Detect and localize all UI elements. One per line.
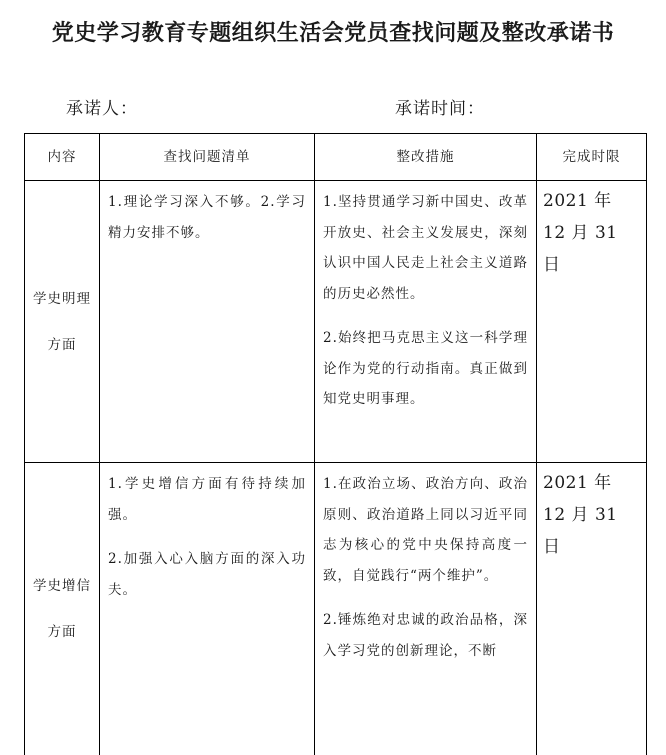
- issue-item: 1.学史增信方面有待持续加强。: [108, 476, 306, 523]
- header-deadline: 完成时限: [562, 148, 621, 165]
- deadline-cell: 2021 年 12 月 31 日: [543, 473, 618, 557]
- issues-cell: [100, 463, 314, 755]
- header-issues: 查找问题清单: [163, 148, 251, 165]
- measure-item: 2.锤炼绝对忠诚的政治品格，深入学习党的创新理论，不断: [323, 612, 528, 659]
- commitment-table: [24, 133, 647, 755]
- header-content: 内容: [47, 148, 77, 165]
- document-title: 党史学习教育专题组织生活会党员查找问题及整改承诺书: [51, 21, 615, 46]
- table-row-aspect: [25, 181, 99, 462]
- deadline-cell: 2021 年 12 月 31 日: [543, 191, 618, 275]
- table-border-right: [646, 133, 647, 755]
- header-measures: 整改措施: [396, 148, 455, 165]
- measures-cell: [315, 181, 536, 462]
- measure-item: 2.始终把马克思主义这一科学理论作为党的行动指南。真正做到知党史明事理。: [323, 330, 528, 407]
- issues-cell: [100, 181, 314, 462]
- aspect-label: 学史明理方面: [33, 290, 91, 353]
- issue-item: 1.理论学习深入不够。2.学习精力安排不够。: [108, 194, 306, 241]
- issue-item: 2.加强入心入脑方面的深入功夫。: [108, 551, 306, 598]
- table-row-aspect: [25, 463, 99, 755]
- promise-time-label: 承诺时间：: [395, 99, 485, 119]
- aspect-label: 学史增信方面: [33, 578, 91, 640]
- measure-item: 1.坚持贯通学习新中国史、改革开放史、社会主义发展史，深刻认识中国人民走上社会主义道路的历史必然性。: [323, 194, 528, 302]
- measures-cell: [315, 463, 536, 755]
- promisor-label: 承诺人：: [66, 99, 138, 119]
- measure-item: 1.在政治立场、政治方向、政治原则、政治道路上同以习近平同志为核心的党中央保持高度一致，自觉践行“两个维护”。: [323, 476, 528, 584]
